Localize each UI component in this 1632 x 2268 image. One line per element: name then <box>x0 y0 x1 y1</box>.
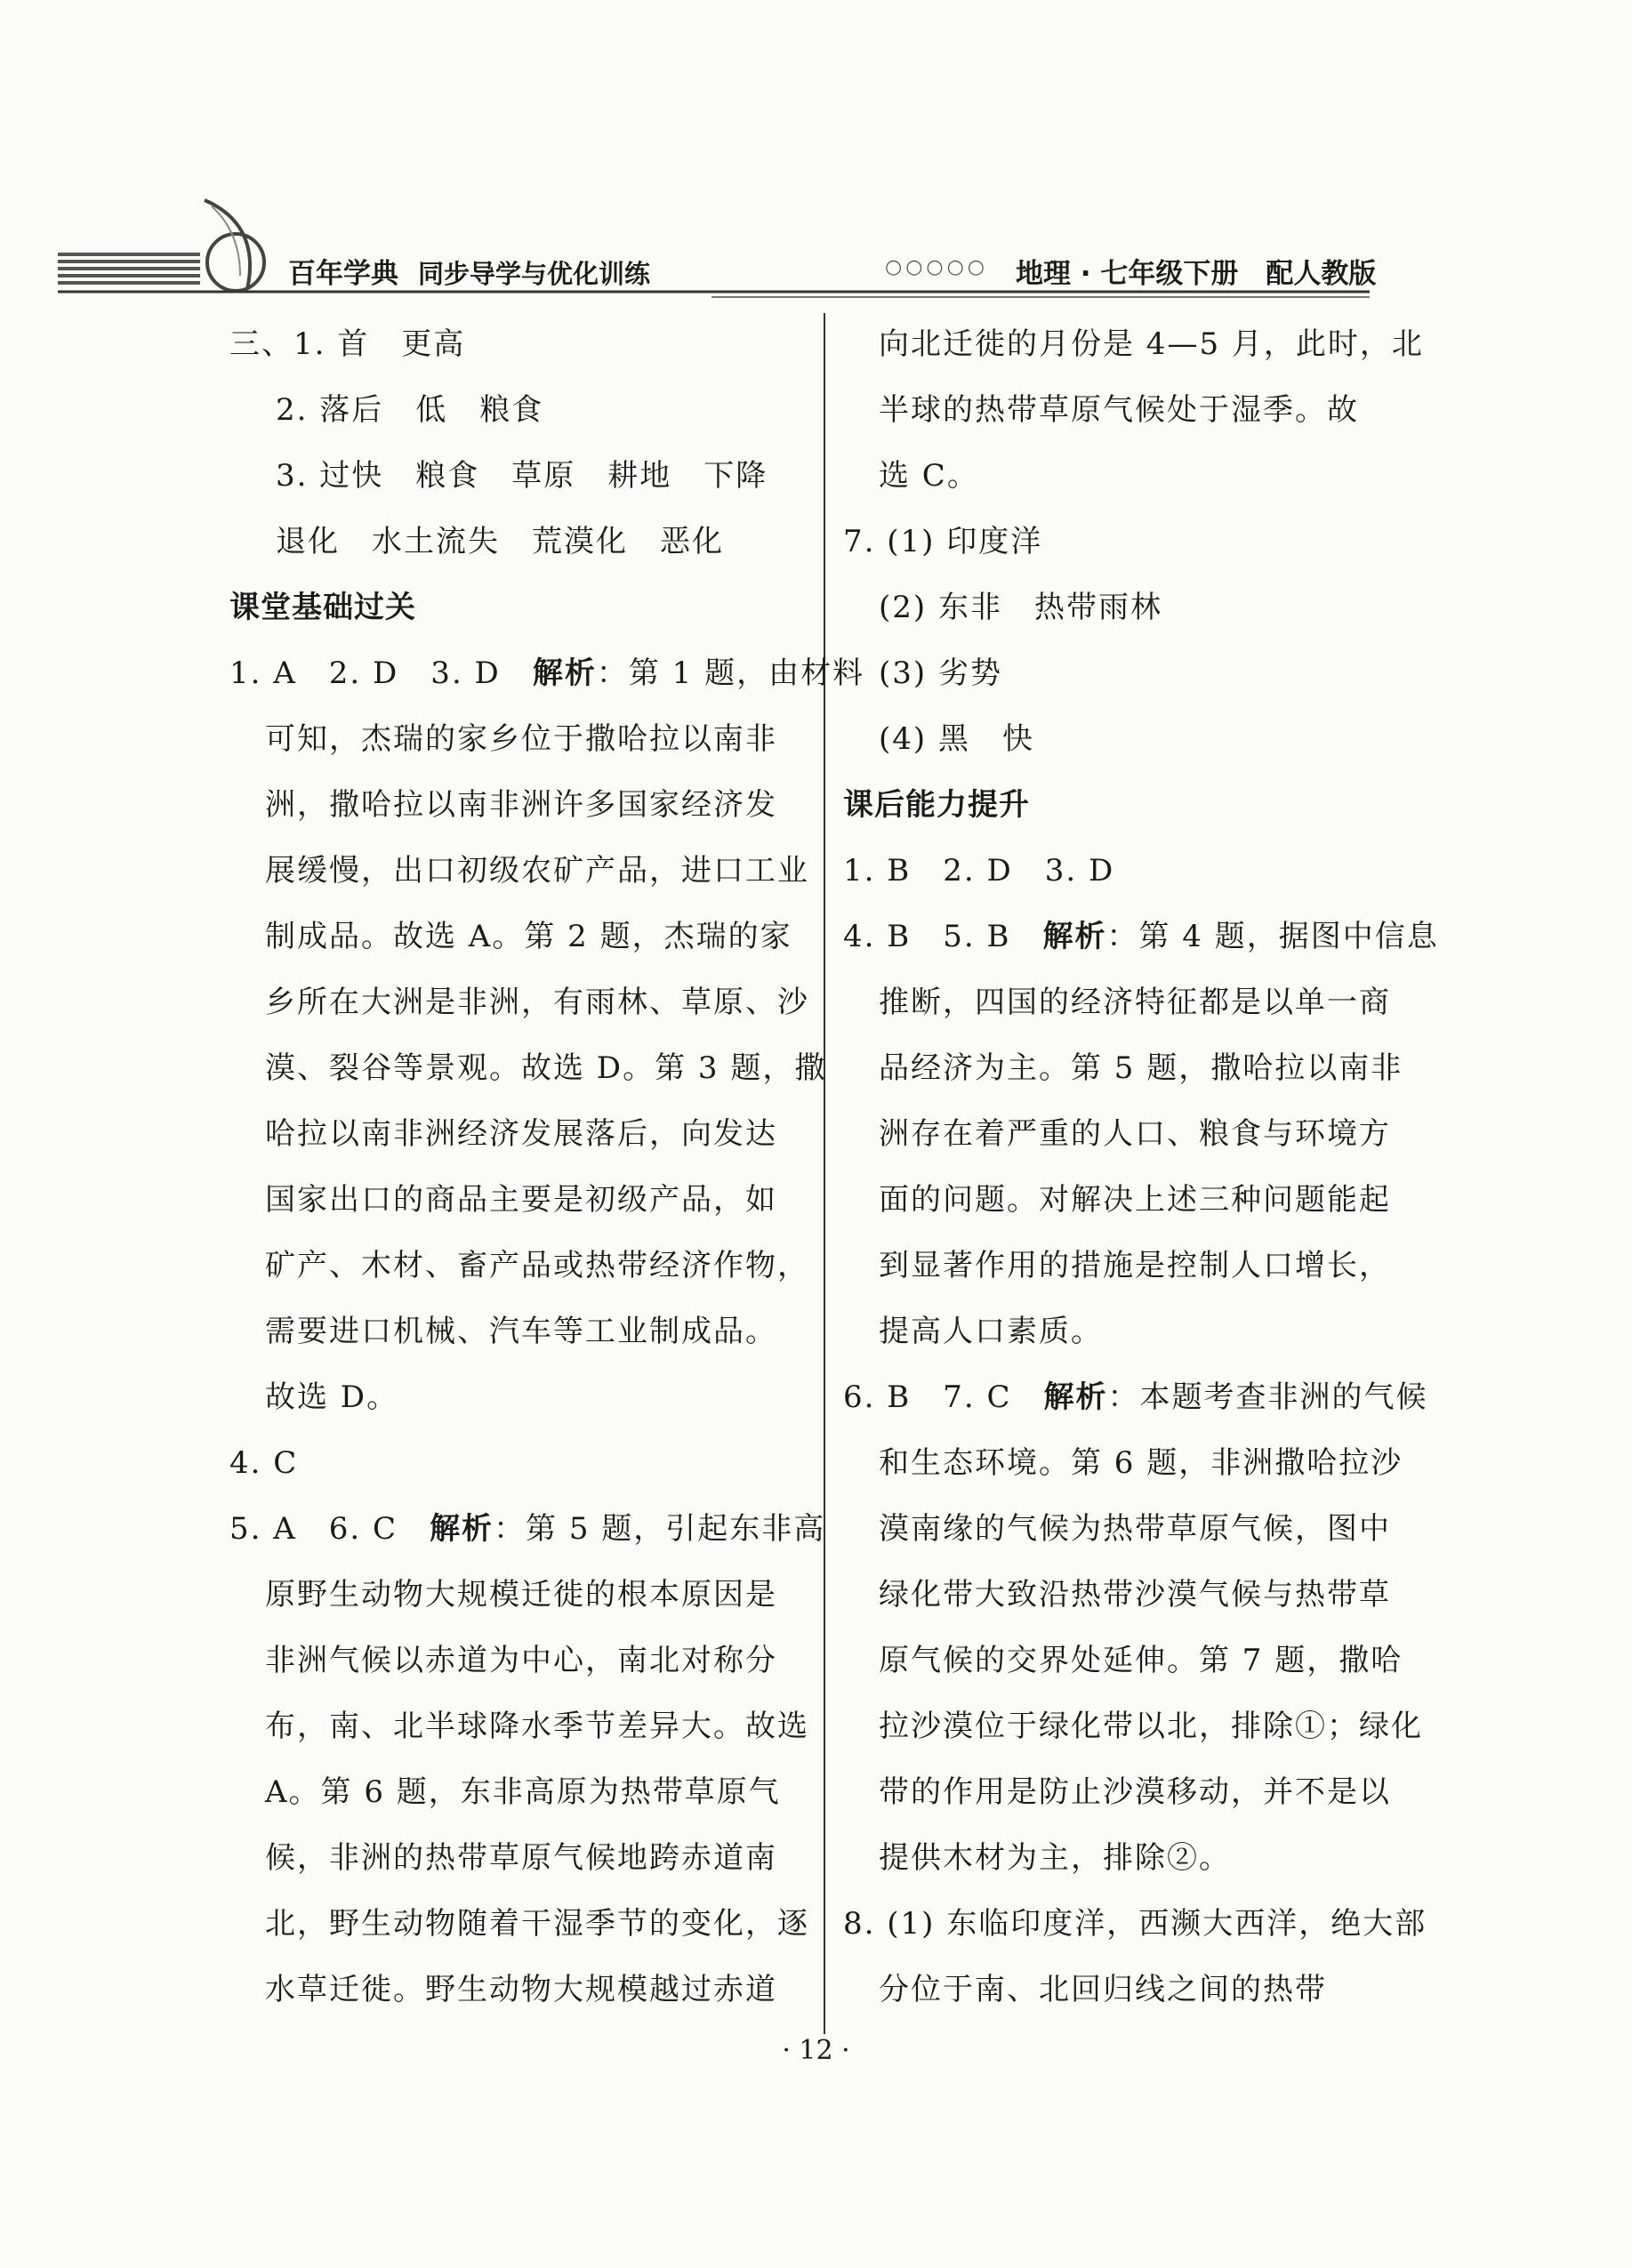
text-line: 展缓慢，出口初级农矿产品，进口工业 <box>265 853 809 889</box>
brand-title: 百年学典 <box>288 258 398 290</box>
text-line: 布，南、北半球降水季节差异大。故选 <box>265 1709 809 1744</box>
text-line: 候，非洲的热带草原气候地跨赤道南 <box>265 1840 777 1876</box>
text-line: 4. C <box>229 1445 299 1481</box>
text-line: 选 C。 <box>879 458 979 494</box>
text-line: 北，野生动物随着干湿季节的变化，逐 <box>265 1906 809 1942</box>
text-line: 三、1. 首 更高 <box>229 326 466 362</box>
text-line: 漠、裂谷等景观。故选 D。第 3 题，撒 <box>265 1050 827 1086</box>
column-divider <box>824 313 825 2034</box>
text-line: 到显著作用的措施是控制人口增长， <box>879 1248 1391 1283</box>
header-dots: ○○○○○ <box>885 256 988 278</box>
text-line: 退化 水土流失 荒漠化 恶化 <box>276 524 724 559</box>
text-line: 非洲气候以赤道为中心，南北对称分 <box>265 1643 777 1678</box>
header-decoration <box>0 0 1632 302</box>
text-line: 洲，撒哈拉以南非洲许多国家经济发 <box>265 787 777 823</box>
text-line: 需要进口机械、汽车等工业制成品。 <box>265 1314 777 1349</box>
text-line: 推断，四国的经济特征都是以单一商 <box>879 985 1391 1020</box>
text-line: 洲存在着严重的人口、粮食与环境方 <box>879 1116 1391 1152</box>
text-line: 8. (1) 东临印度洋，西濒大西洋，绝大部 <box>843 1906 1427 1942</box>
text-line: 水草迁徙。野生动物大规模越过赤道 <box>265 1972 777 2007</box>
text-line: 故选 D。 <box>265 1379 399 1415</box>
series-title: 同步导学与优化训练 <box>418 259 651 289</box>
text-line: 提高人口素质。 <box>879 1314 1103 1349</box>
text-line: 提供木材为主，排除②。 <box>879 1840 1231 1876</box>
text-line: 和生态环境。第 6 题，非洲撒哈拉沙 <box>879 1445 1403 1481</box>
text-line: 乡所在大洲是非洲，有雨林、草原、沙 <box>265 985 809 1020</box>
text-line: (4) 黑 快 <box>879 721 1034 757</box>
text-line: 半球的热带草原气候处于湿季。故 <box>879 392 1359 428</box>
text-line: (3) 劣势 <box>879 655 1002 691</box>
text-line: 制成品。故选 A。第 2 题，杰瑞的家 <box>265 919 792 954</box>
text-line: 哈拉以南非洲经济发展落后，向发达 <box>265 1116 777 1152</box>
text-line: 5. A 6. C 解析：第 5 题，引起东非高 <box>229 1511 826 1547</box>
section-heading: 课堂基础过关 <box>229 590 416 625</box>
text-line: 带的作用是防止沙漠移动，并不是以 <box>879 1774 1391 1810</box>
page-header <box>0 0 1632 302</box>
text-line: 向北迁徙的月份是 4—5 月，此时，北 <box>879 326 1424 362</box>
section-heading: 课后能力提升 <box>843 787 1030 823</box>
text-line: 拉沙漠位于绿化带以北，排除①；绿化 <box>879 1709 1423 1744</box>
text-line: 3. 过快 粮食 草原 耕地 下降 <box>276 458 768 494</box>
text-line: 可知，杰瑞的家乡位于撒哈拉以南非 <box>265 721 777 757</box>
text-line: 4. B 5. B 解析：第 4 题，据图中信息 <box>843 919 1439 954</box>
text-line: 国家出口的商品主要是初级产品，如 <box>265 1182 777 1218</box>
subject-title: 地理 · 七年级下册 配人教版 <box>1016 258 1377 290</box>
text-line: 2. 落后 低 粮食 <box>276 392 544 428</box>
text-line: 7. (1) 印度洋 <box>843 524 1043 559</box>
text-line: 面的问题。对解决上述三种问题能起 <box>879 1182 1391 1218</box>
text-line: 品经济为主。第 5 题，撒哈拉以南非 <box>879 1050 1403 1086</box>
text-line: 1. A 2. D 3. D 解析：第 1 题，由材料 <box>229 655 865 691</box>
text-line: 1. B 2. D 3. D <box>843 853 1115 889</box>
text-line: A。第 6 题，东非高原为热带草原气 <box>265 1774 781 1810</box>
page-number: · 12 · <box>782 2035 850 2066</box>
text-line: 绿化带大致沿热带沙漠气候与热带草 <box>879 1577 1391 1613</box>
text-line: 原气候的交界处延伸。第 7 题，撒哈 <box>879 1643 1403 1678</box>
text-line: (2) 东非 热带雨林 <box>879 590 1162 625</box>
text-line: 分位于南、北回归线之间的热带 <box>879 1972 1327 2007</box>
text-line: 矿产、木材、畜产品或热带经济作物， <box>265 1248 809 1283</box>
text-line: 6. B 7. C 解析：本题考查非洲的气候 <box>843 1379 1428 1415</box>
text-line: 漠南缘的气候为热带草原气候，图中 <box>879 1511 1391 1547</box>
text-line: 原野生动物大规模迁徙的根本原因是 <box>265 1577 777 1613</box>
